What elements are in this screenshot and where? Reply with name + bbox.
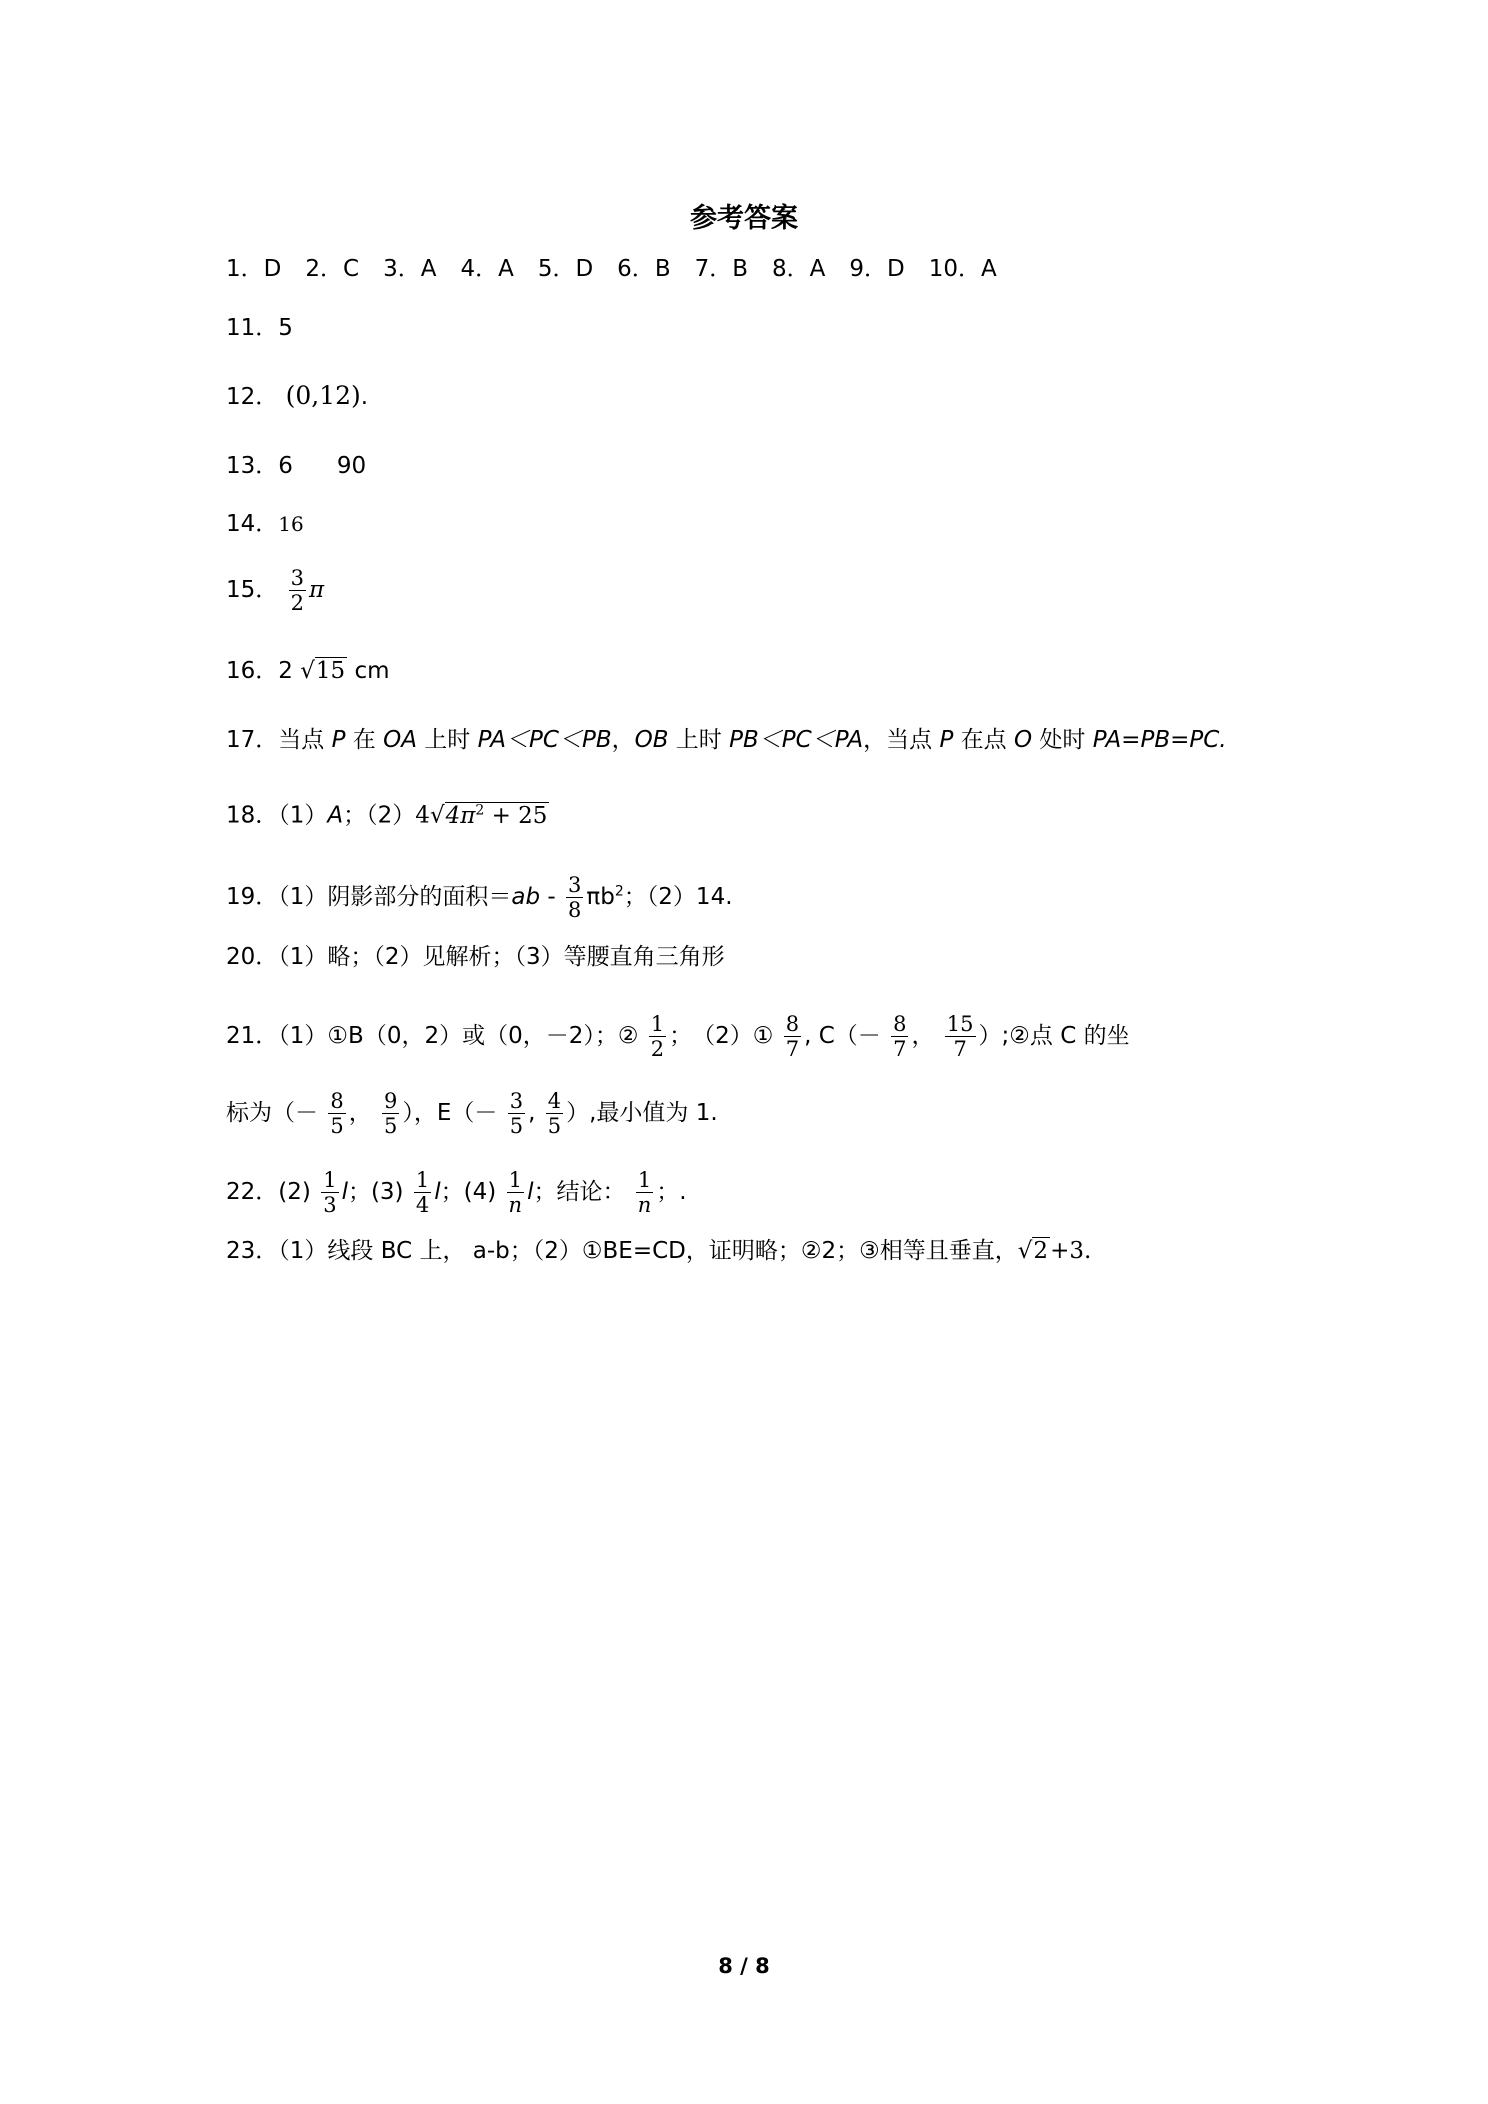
answer-21: 21．（1）①B（0，2）或（0，－2）；② $\frac{1}{2}$ ； （2）① $\frac{8}{7}$ , C（－ $\frac{8}{7}$ ， $\frac{15}{7}$ ）;②点 C 的坐	[226, 1012, 1130, 1061]
mc-answer: 10．A	[928, 256, 997, 282]
answer-13: 13．6 90	[226, 453, 367, 479]
mc-answer: 9．D	[849, 256, 905, 282]
answer-19: 19．（1）阴影部分的面积＝ab - $\frac{3}{8}$ $\pi b^2$；（2）14.	[226, 873, 733, 922]
page-number: 8 / 8	[718, 1954, 770, 1978]
answer-15: 15． $\frac{3}{2}$ π	[226, 566, 325, 615]
mc-answer: 8．A	[772, 256, 826, 282]
fraction-1-4: $\frac{1}{4}$	[415, 1168, 430, 1217]
mc-answer: 1．D	[226, 256, 282, 282]
fraction-1-3: $\frac{1}{3}$	[323, 1168, 337, 1217]
answer-12: 12． (0,12).	[226, 381, 369, 410]
answer-21-cont: 标为（－ $\frac{8}{5}$ ， $\frac{9}{5}$ ），E（－ $\frac{3}{5}$ , $\frac{4}{5}$ ）,最小值为 1.	[226, 1089, 718, 1138]
fraction-3-5: $\frac{3}{5}$	[509, 1089, 524, 1138]
fraction-8-5: $\frac{8}{5}$	[330, 1089, 344, 1138]
fraction-15-7: $\frac{15}{7}$	[946, 1012, 974, 1061]
mc-answer: 6．B	[617, 256, 671, 282]
fraction-1-n: $\frac{1}{n}$	[508, 1168, 523, 1217]
mc-answer: 3．A	[383, 256, 437, 282]
fraction-8-7: $\frac{8}{7}$	[785, 1012, 800, 1061]
answer-23: 23．（1）线段 BC 上， a-b；（2）①BE=CD，证明略；②2；③相等且垂直，√2+3.	[226, 1238, 1092, 1264]
sqrt-4pi2-25: $√4\pi^2 + 25$	[429, 802, 548, 829]
mc-answer: 4．A	[460, 256, 514, 282]
fraction-4-5: $\frac{4}{5}$	[547, 1089, 562, 1138]
answer-14: 14．16	[226, 511, 304, 537]
answer-17: 17．当点 P 在 OA 上时 PA＜PC＜PB，OB 上时 PB＜PC＜PA，当点 P 在点 O 处时 PA=PB=PC.	[226, 727, 1227, 753]
page-title: 参考答案	[690, 203, 798, 234]
answer-1-10	[226, 254, 997, 284]
fraction-3-8: $\frac{3}{8}$	[568, 873, 582, 922]
answer-11: 11．5	[226, 315, 293, 341]
answer-22: 22．(2) $\frac{1}{3}$ l；(3) $\frac{1}{4}$ l；(4) $\frac{1}{n}$ l；结论： $\frac{1}{n}$ ；.	[226, 1168, 687, 1217]
mc-answer: 5．D	[537, 256, 594, 282]
fraction-1-n-b: $\frac{1}{n}$	[637, 1168, 652, 1217]
answer-18: 18．（1）A；$(2)4√4\pi^2 + 25$	[226, 795, 549, 831]
sqrt-2: √2	[1017, 1238, 1049, 1264]
mc-answer: 2．C	[305, 256, 360, 282]
answer-16: 16．2 √15 cm	[226, 658, 390, 684]
fraction-3-2: $\frac{3}{2}$	[290, 566, 304, 615]
sqrt-15: √15	[300, 658, 346, 684]
fraction-1-2: $\frac{1}{2}$	[650, 1012, 665, 1061]
answer-12-value: (0,12)	[285, 381, 361, 410]
fraction-9-5: $\frac{9}{5}$	[384, 1089, 398, 1138]
fraction-8-7-b: $\frac{8}{7}$	[893, 1012, 907, 1061]
answer-20: 20．（1）略；（2）见解析；（3）等腰直角三角形	[226, 944, 725, 970]
mc-answer: 7．B	[694, 256, 749, 282]
